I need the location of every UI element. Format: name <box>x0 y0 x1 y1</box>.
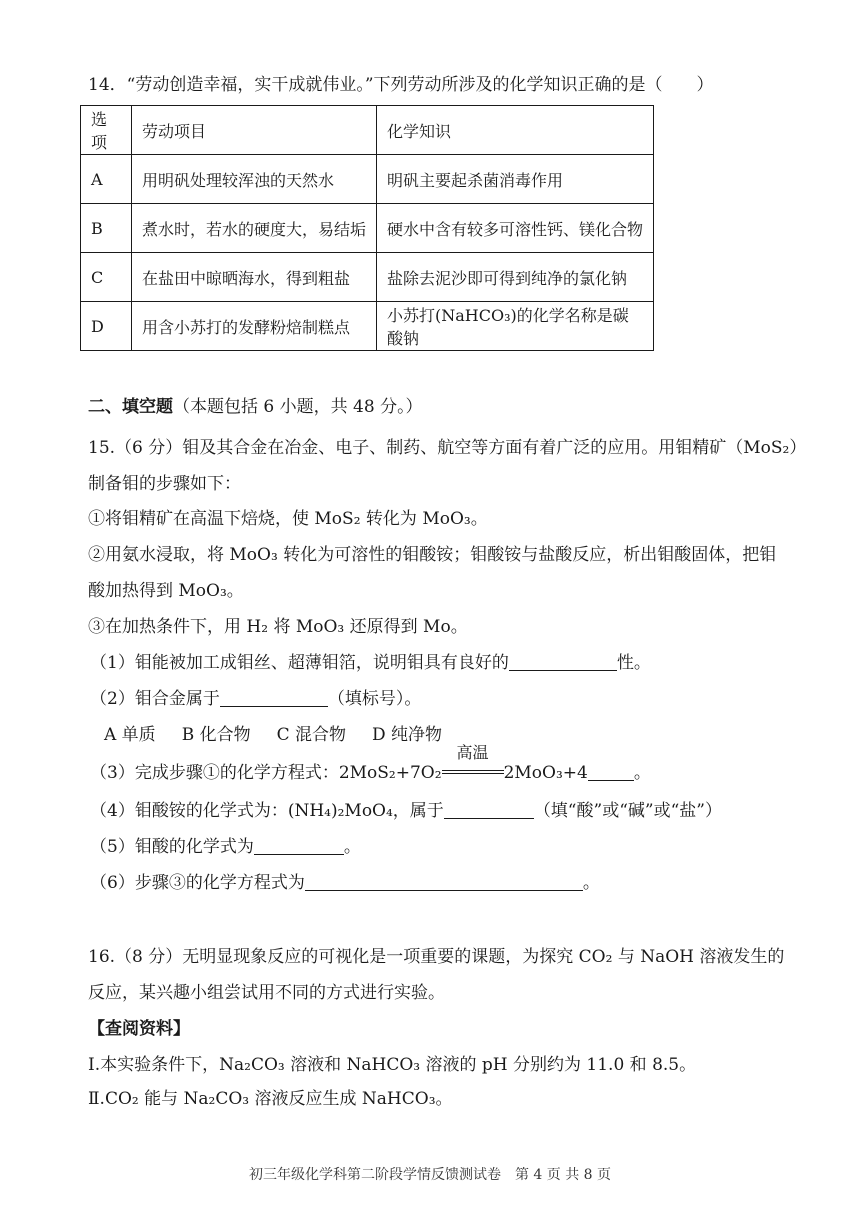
answer-blank[interactable] <box>509 654 617 671</box>
q15-step-2-b: 酸加热得到 MoO₃。 <box>88 581 244 601</box>
part-text: 。 <box>343 837 361 857</box>
row-option: A <box>81 155 132 204</box>
q15-part-2 <box>90 688 421 710</box>
part-text: （4）钼酸铵的化学式为：(NH₄)₂MoO₄，属于 <box>90 801 444 821</box>
q15-intro-1: 15.（6 分）钼及其合金在冶金、电子、制药、航空等方面有着广泛的应用。用钼精矿（MoS₂） <box>88 438 807 458</box>
q15-part-3 <box>90 743 651 784</box>
answer-blank[interactable] <box>588 764 634 781</box>
part-text: 。 <box>582 873 600 893</box>
answer-blank[interactable] <box>444 802 534 819</box>
answer-blank[interactable] <box>220 690 328 707</box>
equation-right: 2MoO₃+4 <box>503 763 588 783</box>
answer-blank[interactable] <box>254 838 344 855</box>
q15-step-3: ③在加热条件下，用 H₂ 将 MoO₃ 还原得到 Mo。 <box>88 617 468 637</box>
table-row <box>81 253 654 302</box>
part-text: 。 <box>633 763 651 783</box>
q15-part-2-options <box>104 724 442 746</box>
equation-arrow <box>442 743 504 784</box>
part-text: （5）钼酸的化学式为 <box>90 837 254 857</box>
section-note: （本题包括 6 小题，共 48 分。） <box>173 397 423 417</box>
row-knowledge: 小苏打(NaHCO₃)的化学名称是碳酸钠 <box>377 302 654 351</box>
q15-part-6 <box>90 872 600 894</box>
q15-part-5 <box>90 836 361 858</box>
q16-heading: 【查阅资料】 <box>88 1019 190 1039</box>
q14-table <box>80 105 654 351</box>
row-knowledge: 明矾主要起杀菌消毒作用 <box>377 155 654 204</box>
section-title: 二、填空题 <box>88 397 173 417</box>
part-text: （2）钼合金属于 <box>90 689 220 709</box>
option-d: D 纯净物 <box>372 725 443 745</box>
part-text: （1）钼能被加工成钼丝、超薄钼箔，说明钼具有良好的 <box>90 653 509 673</box>
option-c: C 混合物 <box>276 725 347 745</box>
row-option: C <box>81 253 132 302</box>
row-option: D <box>81 302 132 351</box>
q15-intro-2: 制备钼的步骤如下： <box>88 474 241 494</box>
row-labor: 在盐田中晾晒海水，得到粗盐 <box>132 253 377 302</box>
part-text: 性。 <box>616 653 651 673</box>
q15-step-1: ①将钼精矿在高温下焙烧，使 MoS₂ 转化为 MoO₃。 <box>88 509 488 529</box>
row-knowledge: 硬水中含有较多可溶性钙、镁化合物 <box>377 204 654 253</box>
q15-part-1 <box>90 652 651 674</box>
row-option: B <box>81 204 132 253</box>
q15-step-2-a: ②用氨水浸取，将 MoO₃ 转化为可溶性的钼酸铵；钼酸铵与盐酸反应，析出钼酸固体，把钼 <box>88 545 777 565</box>
table-row <box>81 155 654 204</box>
section-heading <box>88 396 423 418</box>
part-text: （填“酸”或“碱”或“盐”） <box>533 801 722 821</box>
part-text: （6）步骤③的化学方程式为 <box>90 873 305 893</box>
q16-info-2: Ⅱ.CO₂ 能与 Na₂CO₃ 溶液反应生成 NaHCO₃。 <box>88 1089 453 1109</box>
row-labor: 用明矾处理较浑浊的天然水 <box>132 155 377 204</box>
row-labor: 用含小苏打的发酵粉焙制糕点 <box>132 302 377 351</box>
table-header-row <box>81 106 654 155</box>
part-text: （填标号）。 <box>327 689 422 709</box>
q14-stem: 14．“劳动创造幸福，实干成就伟业。”下列劳动所涉及的化学知识正确的是（ ） <box>88 75 714 95</box>
q16-line-2: 反应，某兴趣小组尝试用不同的方式进行实验。 <box>88 983 445 1003</box>
option-a: A 单质 <box>104 725 156 745</box>
q16-info-1: Ⅰ.本实验条件下，Na₂CO₃ 溶液和 NaHCO₃ 溶液的 pH 分别约为 11.0 和 8.5。 <box>88 1055 697 1075</box>
table-row <box>81 204 654 253</box>
option-b: B 化合物 <box>181 725 251 745</box>
row-labor: 煮水时，若水的硬度大，易结垢 <box>132 204 377 253</box>
row-knowledge: 盐除去泥沙即可得到纯净的氯化钠 <box>377 253 654 302</box>
q15-part-4 <box>90 800 722 822</box>
q16-line-1: 16.（8 分）无明显现象反应的可视化是一项重要的课题，为探究 CO₂ 与 NaOH 溶液发生的 <box>88 947 785 967</box>
reaction-condition: 高温 <box>456 743 489 762</box>
table-row <box>81 302 654 351</box>
answer-blank[interactable] <box>305 874 583 891</box>
header-option: 选项 <box>81 106 132 155</box>
equation-left: 2MoS₂+7O₂ <box>338 763 442 783</box>
part-text: （3）完成步骤①的化学方程式： <box>90 763 339 783</box>
header-labor: 劳动项目 <box>132 106 377 155</box>
page-footer: 初三年级化学科第二阶段学情反馈测试卷 第 4 页 共 8 页 <box>248 1167 612 1183</box>
header-knowledge: 化学知识 <box>377 106 654 155</box>
